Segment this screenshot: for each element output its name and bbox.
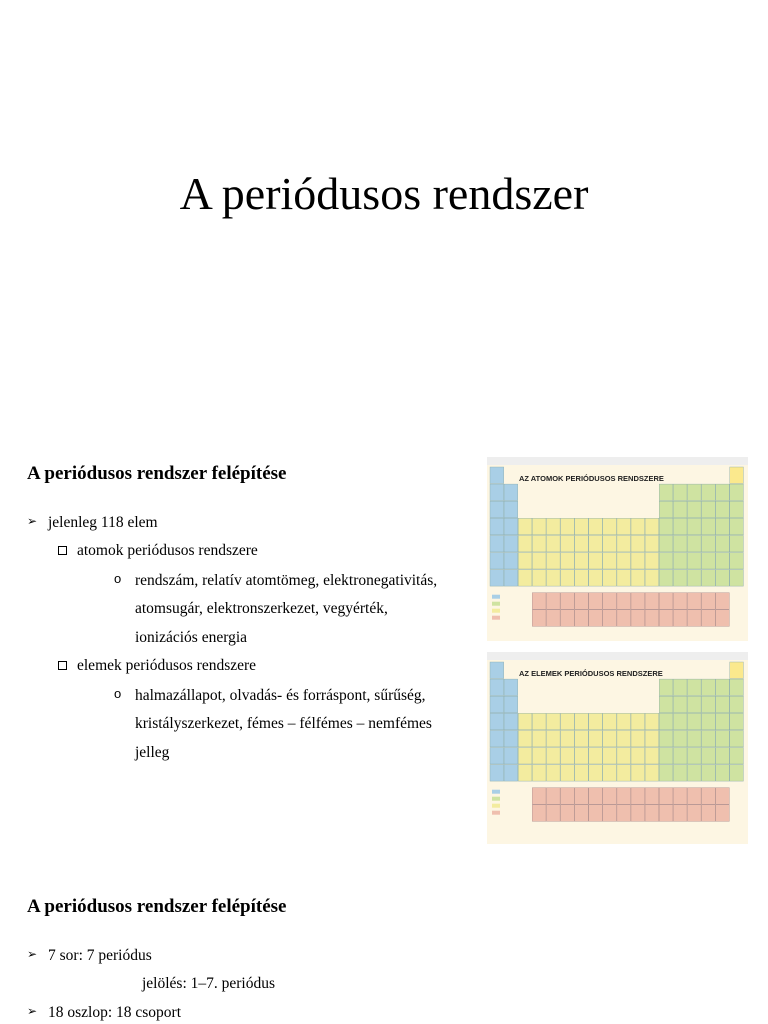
element-cell: [645, 765, 659, 782]
element-cell: [504, 730, 518, 747]
element-cell: [687, 696, 701, 713]
element-cell: [730, 484, 744, 501]
element-cell: [702, 679, 716, 696]
element-cell: [532, 518, 546, 535]
element-cell: [546, 730, 560, 747]
element-cell: [532, 713, 546, 730]
element-cell: [617, 518, 631, 535]
element-cell: [702, 501, 716, 518]
element-cell: [518, 765, 532, 782]
element-cell: [673, 696, 687, 713]
f-block-cell: [561, 593, 575, 610]
element-cell: [631, 748, 645, 765]
sub-bullet-text: atomok periódusos rendszere: [77, 542, 258, 559]
element-cell: [730, 535, 744, 552]
element-cell: [490, 679, 504, 696]
element-cell: [617, 748, 631, 765]
element-cell: [603, 748, 617, 765]
section-heading: A periódusos rendszer felépítése: [27, 896, 287, 917]
f-block-cell: [673, 805, 687, 822]
detail-line: atomsugár, elektronszerkezet, vegyérték,: [135, 600, 388, 617]
f-block-cell: [603, 610, 617, 627]
legend-swatch: [492, 790, 500, 794]
element-cell: [702, 484, 716, 501]
element-cell: [504, 553, 518, 570]
element-cell: [730, 765, 744, 782]
element-cell: [575, 553, 589, 570]
element-cell: [532, 730, 546, 747]
f-block-cell: [673, 788, 687, 805]
element-cell: [730, 696, 744, 713]
bullet-note: jelölés: 1–7. periódus: [142, 975, 276, 992]
element-cell: [687, 501, 701, 518]
element-cell: [561, 765, 575, 782]
f-block-cell: [716, 593, 730, 610]
element-cell: [687, 679, 701, 696]
element-cell: [504, 679, 518, 696]
element-cell: [716, 679, 730, 696]
f-block-cell: [546, 593, 560, 610]
f-block-cell: [617, 788, 631, 805]
element-cell: [518, 553, 532, 570]
element-cell: [603, 730, 617, 747]
f-block-cell: [687, 788, 701, 805]
f-block-cell: [589, 788, 603, 805]
element-cell: [589, 765, 603, 782]
square-bullet-icon: [58, 546, 67, 555]
element-cell: [645, 553, 659, 570]
element-cell: [716, 501, 730, 518]
element-cell: [617, 535, 631, 552]
element-cell: [631, 518, 645, 535]
f-block-cell: [575, 593, 589, 610]
f-block-cell: [702, 788, 716, 805]
element-cell: [659, 748, 673, 765]
f-block-cell: [659, 593, 673, 610]
f-block-cell: [575, 788, 589, 805]
arrow-bullet-icon: ➢: [27, 1004, 38, 1018]
element-cell: [702, 535, 716, 552]
bullet-text: 18 oszlop: 18 csoport: [48, 1004, 182, 1021]
element-cell: [546, 713, 560, 730]
element-cell: [645, 570, 659, 587]
f-block-cell: [687, 805, 701, 822]
element-cell: [645, 518, 659, 535]
f-block-cell: [617, 593, 631, 610]
f-block-cell: [687, 610, 701, 627]
element-cell: [518, 518, 532, 535]
element-cell: [617, 713, 631, 730]
sub-bullet-text: elemek periódusos rendszere: [77, 657, 257, 674]
f-block-cell: [532, 788, 546, 805]
circle-bullet-icon: o: [114, 571, 122, 586]
element-cell: [490, 570, 504, 587]
element-cell: [504, 518, 518, 535]
element-cell: [490, 662, 504, 679]
element-cell: [659, 570, 673, 587]
element-cell: [702, 570, 716, 587]
element-cell: [561, 570, 575, 587]
element-cell: [532, 553, 546, 570]
element-cell: [687, 484, 701, 501]
f-block-cell: [631, 610, 645, 627]
f-block-cell: [589, 593, 603, 610]
f-block-cell: [645, 788, 659, 805]
f-block-cell: [631, 788, 645, 805]
element-cell: [716, 713, 730, 730]
f-block-cell: [617, 610, 631, 627]
element-cell: [673, 730, 687, 747]
element-cell: [730, 713, 744, 730]
element-cell: [659, 501, 673, 518]
element-cell: [673, 553, 687, 570]
element-cell: [631, 570, 645, 587]
element-cell: [504, 713, 518, 730]
element-cell: [687, 713, 701, 730]
element-cell: [673, 765, 687, 782]
element-cell: [631, 730, 645, 747]
table-image-title: AZ ATOMOK PERIÓDUSOS RENDSZERE: [519, 474, 664, 483]
element-cell: [589, 713, 603, 730]
element-cell: [561, 553, 575, 570]
element-cell: [645, 535, 659, 552]
element-cell: [575, 765, 589, 782]
element-cell: [730, 679, 744, 696]
element-cell: [673, 679, 687, 696]
element-cell: [490, 518, 504, 535]
element-cell: [702, 696, 716, 713]
element-cell: [561, 535, 575, 552]
element-cell: [546, 748, 560, 765]
element-cell: [518, 570, 532, 587]
element-cell: [730, 518, 744, 535]
element-cell: [631, 713, 645, 730]
f-block-cell: [575, 805, 589, 822]
element-cell: [631, 765, 645, 782]
element-cell: [645, 713, 659, 730]
f-block-cell: [546, 805, 560, 822]
element-cell: [575, 730, 589, 747]
element-cell: [687, 748, 701, 765]
element-periodic-table-image: [487, 652, 748, 844]
f-block-cell: [716, 788, 730, 805]
element-cell: [603, 553, 617, 570]
element-cell: [702, 730, 716, 747]
element-cell: [603, 535, 617, 552]
f-block-cell: [659, 610, 673, 627]
element-cell: [490, 713, 504, 730]
element-cell: [730, 730, 744, 747]
f-block-cell: [589, 805, 603, 822]
section-heading: A periódusos rendszer felépítése: [27, 463, 287, 484]
element-cell: [546, 553, 560, 570]
element-cell: [589, 535, 603, 552]
f-block-cell: [532, 805, 546, 822]
element-cell: [730, 501, 744, 518]
arrow-bullet-icon: ➢: [27, 947, 38, 961]
element-cell: [716, 748, 730, 765]
element-cell: [561, 730, 575, 747]
element-cell: [561, 748, 575, 765]
f-block-cell: [716, 805, 730, 822]
element-cell: [716, 553, 730, 570]
element-cell: [730, 748, 744, 765]
f-block-cell: [603, 593, 617, 610]
element-cell: [673, 713, 687, 730]
element-cell: [532, 570, 546, 587]
element-cell: [546, 570, 560, 587]
element-cell: [589, 748, 603, 765]
element-cell: [659, 518, 673, 535]
element-cell: [603, 570, 617, 587]
element-cell: [617, 553, 631, 570]
element-cell: [561, 518, 575, 535]
element-cell: [532, 748, 546, 765]
element-cell: [659, 730, 673, 747]
f-block-cell: [561, 610, 575, 627]
detail-line: jelleg: [135, 744, 170, 761]
element-cell: [490, 467, 504, 484]
element-cell: [702, 518, 716, 535]
slide-title: A periódusos rendszer: [179, 168, 589, 219]
element-cell: [504, 570, 518, 587]
f-block-cell: [603, 805, 617, 822]
element-cell: [490, 535, 504, 552]
table-image-title: AZ ELEMEK PERIÓDUSOS RENDSZERE: [519, 669, 663, 678]
element-cell: [702, 765, 716, 782]
element-cell: [575, 713, 589, 730]
element-cell: [546, 765, 560, 782]
element-cell: [575, 518, 589, 535]
element-cell: [687, 730, 701, 747]
detail-line: halmazállapot, olvadás- és forráspont, sűrűség,: [135, 687, 426, 704]
element-cell: [504, 765, 518, 782]
element-cell: [575, 570, 589, 587]
element-cell: [617, 570, 631, 587]
element-cell: [603, 765, 617, 782]
detail-line: rendszám, relatív atomtömeg, elektronegativitás,: [135, 572, 438, 589]
f-block-cell: [673, 593, 687, 610]
legend-swatch: [492, 804, 500, 808]
detail-line: kristályszerkezet, fémes – félfémes – nemfémes: [135, 715, 432, 732]
element-cell: [617, 730, 631, 747]
f-block-cell: [546, 788, 560, 805]
legend-swatch: [492, 797, 500, 801]
legend-swatch: [492, 602, 500, 606]
element-cell: [659, 713, 673, 730]
element-cell: [617, 765, 631, 782]
arrow-bullet-icon: ➢: [27, 514, 38, 528]
element-cell: [730, 662, 744, 679]
element-cell: [716, 696, 730, 713]
element-cell: [518, 748, 532, 765]
bullet-text: jelenleg 118 elem: [48, 514, 158, 531]
legend-swatch: [492, 811, 500, 815]
f-block-cell: [645, 805, 659, 822]
element-cell: [687, 765, 701, 782]
element-cell: [546, 535, 560, 552]
f-block-cell: [561, 805, 575, 822]
element-cell: [702, 748, 716, 765]
f-block-cell: [702, 610, 716, 627]
f-block-cell: [561, 788, 575, 805]
element-cell: [673, 484, 687, 501]
element-cell: [518, 535, 532, 552]
f-block-cell: [603, 788, 617, 805]
element-cell: [504, 748, 518, 765]
element-cell: [716, 535, 730, 552]
bullet-text: 7 sor: 7 periódus: [48, 947, 152, 964]
element-cell: [645, 730, 659, 747]
element-cell: [504, 535, 518, 552]
f-block-cell: [702, 805, 716, 822]
element-cell: [589, 553, 603, 570]
detail-line: ionizációs energia: [135, 629, 248, 646]
element-cell: [532, 535, 546, 552]
element-cell: [716, 518, 730, 535]
element-cell: [687, 553, 701, 570]
element-cell: [603, 518, 617, 535]
element-cell: [589, 518, 603, 535]
element-cell: [490, 484, 504, 501]
element-cell: [631, 553, 645, 570]
element-cell: [504, 484, 518, 501]
element-cell: [518, 730, 532, 747]
element-cell: [490, 748, 504, 765]
element-cell: [518, 713, 532, 730]
f-block-cell: [575, 610, 589, 627]
element-cell: [716, 765, 730, 782]
element-cell: [687, 518, 701, 535]
element-cell: [673, 518, 687, 535]
f-block-cell: [532, 610, 546, 627]
element-cell: [730, 553, 744, 570]
f-block-cell: [716, 610, 730, 627]
element-cell: [589, 730, 603, 747]
f-block-cell: [645, 593, 659, 610]
square-bullet-icon: [58, 661, 67, 670]
element-cell: [504, 696, 518, 713]
f-block-cell: [702, 593, 716, 610]
element-cell: [659, 679, 673, 696]
element-cell: [716, 730, 730, 747]
f-block-cell: [546, 610, 560, 627]
f-block-cell: [673, 610, 687, 627]
f-block-cell: [687, 593, 701, 610]
element-cell: [645, 748, 659, 765]
element-cell: [687, 535, 701, 552]
element-cell: [504, 501, 518, 518]
legend-swatch: [492, 595, 500, 599]
element-cell: [730, 570, 744, 587]
element-cell: [659, 535, 673, 552]
element-cell: [490, 730, 504, 747]
element-cell: [659, 696, 673, 713]
element-cell: [673, 501, 687, 518]
element-cell: [687, 570, 701, 587]
atom-periodic-table-image: [487, 457, 748, 641]
f-block-cell: [631, 593, 645, 610]
element-cell: [659, 553, 673, 570]
element-cell: [490, 553, 504, 570]
element-cell: [490, 696, 504, 713]
element-cell: [561, 713, 575, 730]
element-cell: [730, 467, 744, 484]
f-block-cell: [645, 610, 659, 627]
circle-bullet-icon: o: [114, 686, 122, 701]
f-block-cell: [532, 593, 546, 610]
element-cell: [575, 535, 589, 552]
element-cell: [659, 765, 673, 782]
element-cell: [490, 765, 504, 782]
legend-swatch: [492, 616, 500, 620]
element-cell: [490, 501, 504, 518]
element-cell: [716, 570, 730, 587]
element-cell: [603, 713, 617, 730]
legend-swatch: [492, 609, 500, 613]
element-cell: [673, 570, 687, 587]
element-cell: [702, 713, 716, 730]
element-cell: [673, 748, 687, 765]
f-block-cell: [589, 610, 603, 627]
f-block-cell: [659, 788, 673, 805]
element-cell: [702, 553, 716, 570]
element-cell: [673, 535, 687, 552]
element-cell: [575, 748, 589, 765]
element-cell: [546, 518, 560, 535]
element-cell: [659, 484, 673, 501]
element-cell: [716, 484, 730, 501]
element-cell: [631, 535, 645, 552]
f-block-cell: [617, 805, 631, 822]
element-cell: [589, 570, 603, 587]
f-block-cell: [631, 805, 645, 822]
f-block-cell: [659, 805, 673, 822]
element-cell: [532, 765, 546, 782]
